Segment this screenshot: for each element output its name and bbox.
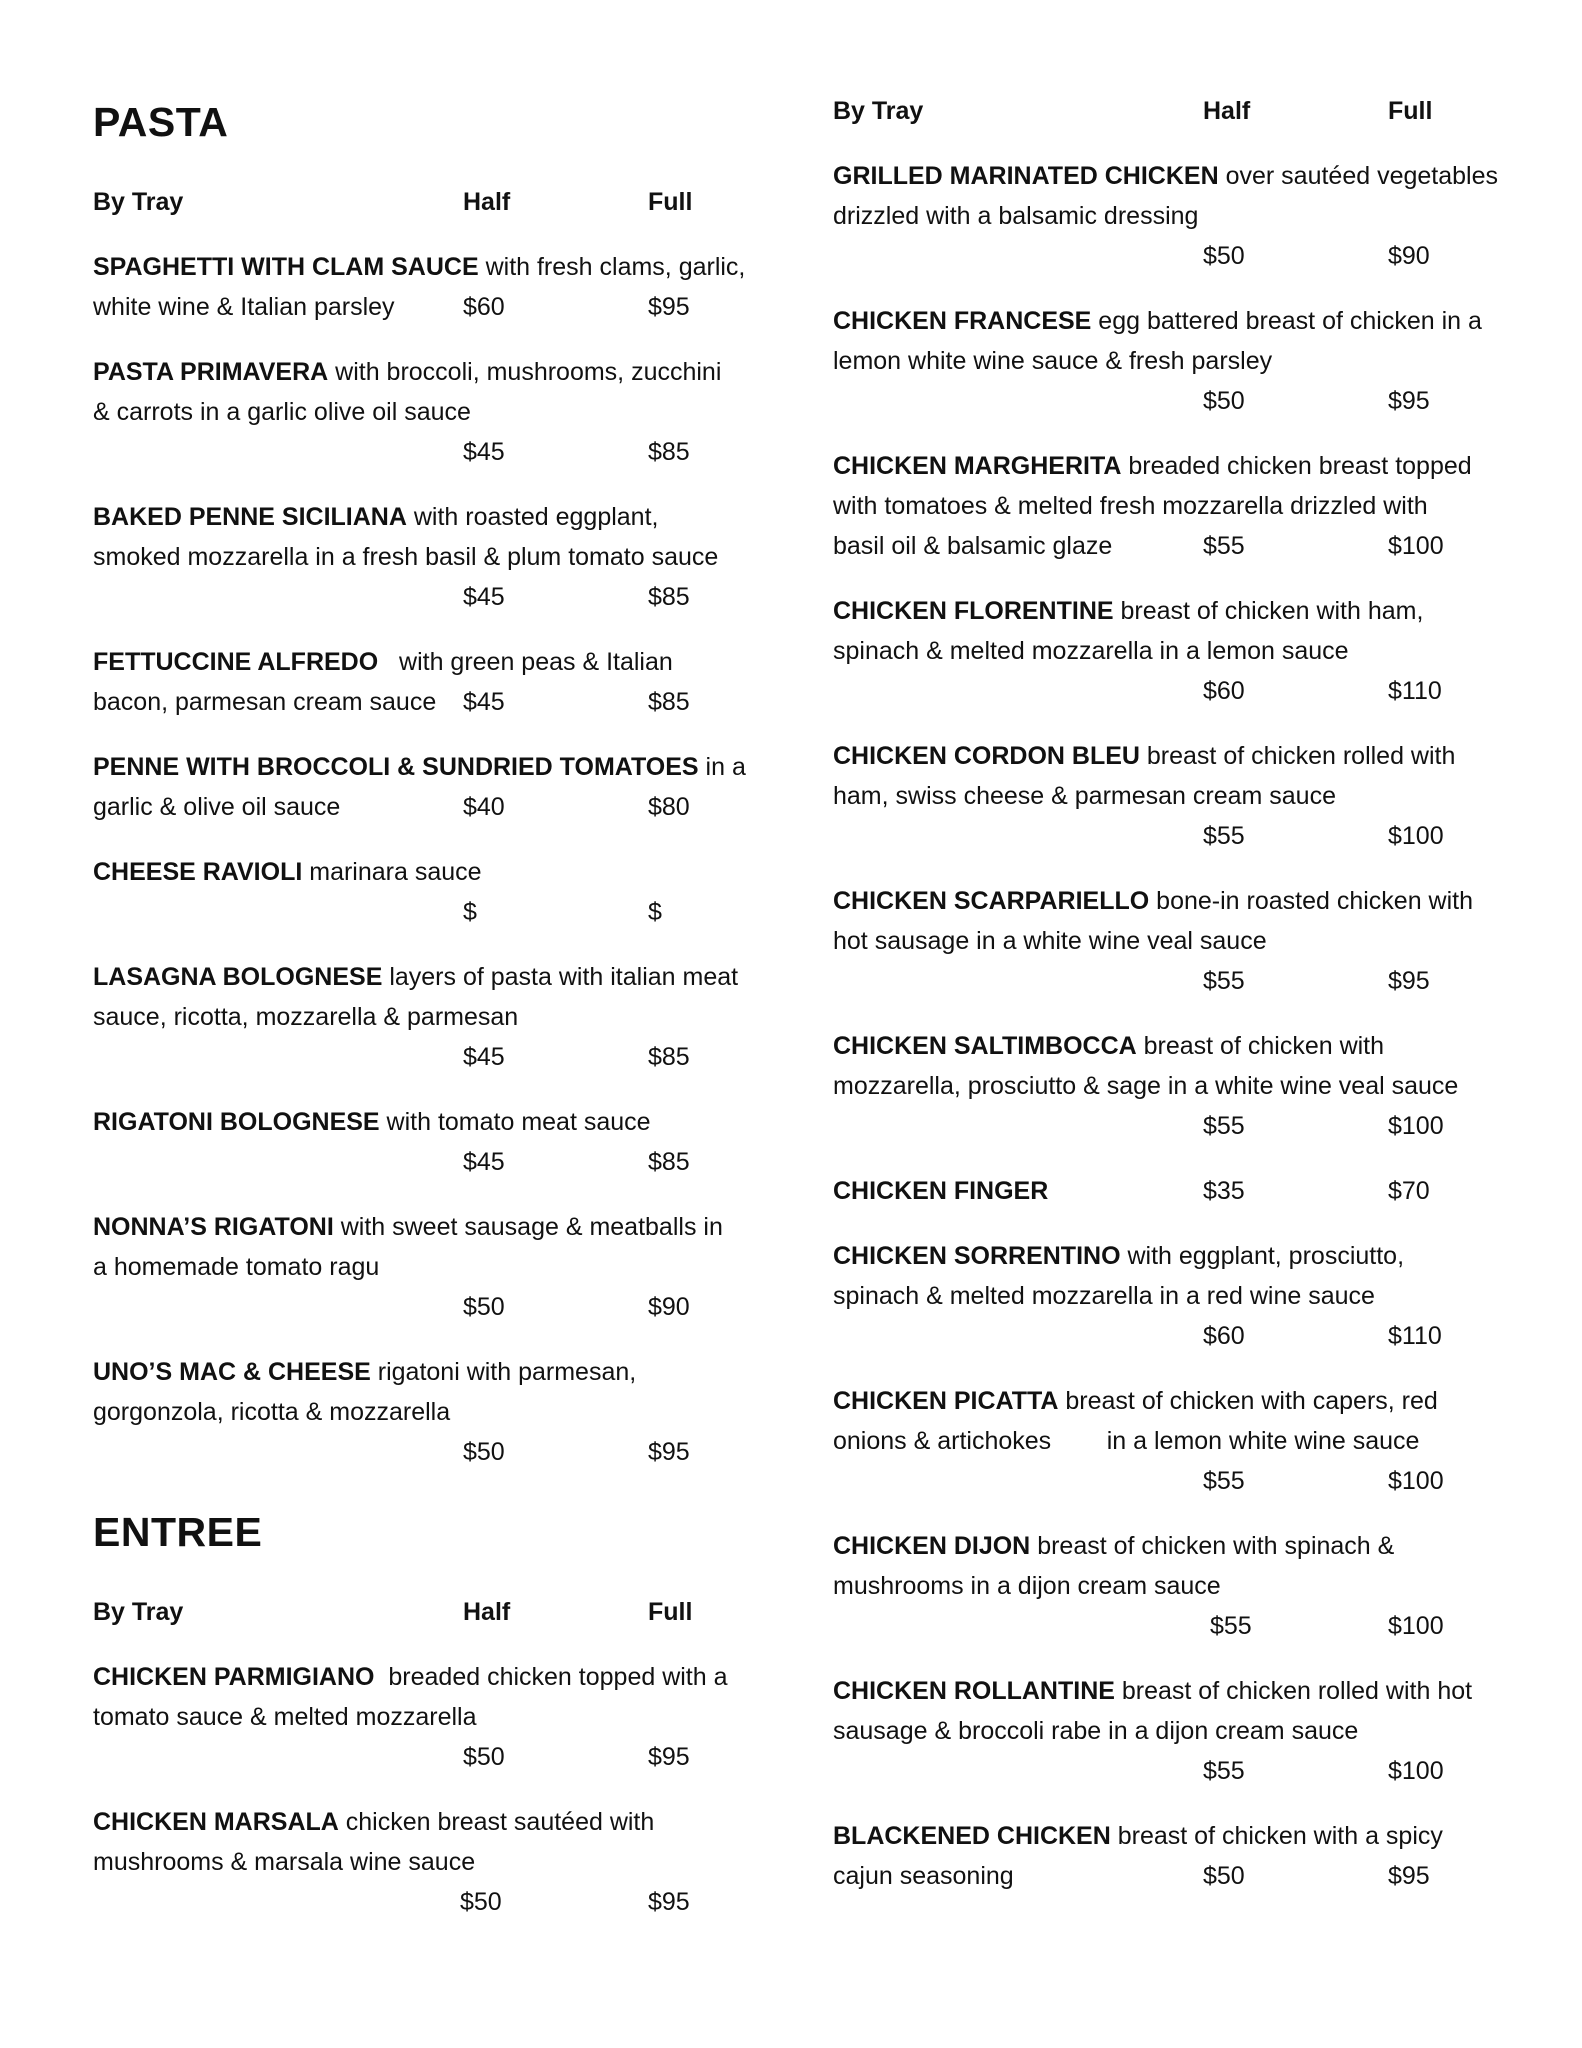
item-name: CHICKEN SCARPARIELLO bbox=[833, 887, 1150, 915]
menu-item-chicken-francese bbox=[833, 301, 1553, 421]
price-half: $55 bbox=[1203, 1757, 1245, 1785]
price-full: $90 bbox=[1388, 242, 1430, 270]
price-half: $50 bbox=[1203, 1862, 1245, 1890]
price-full: $100 bbox=[1388, 532, 1444, 560]
item-desc: drizzled with a balsamic dressing bbox=[833, 202, 1199, 230]
price-half: $50 bbox=[463, 1743, 505, 1771]
item-desc: white wine & Italian parsley bbox=[93, 293, 395, 321]
price-full: $85 bbox=[648, 583, 690, 611]
item-name: CHICKEN FRANCESE bbox=[833, 307, 1092, 335]
header-full: Full bbox=[648, 188, 693, 216]
price-half: $45 bbox=[463, 438, 505, 466]
item-desc: in a bbox=[698, 753, 746, 781]
item-desc: with tomato meat sauce bbox=[379, 1108, 651, 1136]
menu-item-baked-penne bbox=[93, 497, 793, 617]
price-full: $90 bbox=[648, 1293, 690, 1321]
menu-item-penne-broccoli bbox=[93, 747, 793, 827]
price-full: $110 bbox=[1388, 1322, 1442, 1350]
item-desc: breast of chicken with bbox=[1136, 1032, 1385, 1060]
item-desc: over sautéed vegetables bbox=[1218, 162, 1498, 190]
item-desc: egg battered breast of chicken in a bbox=[1091, 307, 1482, 335]
price-half: $ bbox=[463, 898, 477, 926]
item-desc: breast of chicken with spinach & bbox=[1030, 1532, 1395, 1560]
price-full: $110 bbox=[1388, 677, 1442, 705]
price-half: $35 bbox=[1203, 1177, 1245, 1205]
item-desc: rigatoni with parmesan, bbox=[370, 1358, 637, 1386]
price-half: $55 bbox=[1203, 967, 1245, 995]
pasta-header bbox=[93, 182, 793, 222]
menu-item-rigatoni-bolognese bbox=[93, 1102, 793, 1182]
item-name: CHICKEN DIJON bbox=[833, 1532, 1031, 1560]
item-desc: with green peas & Italian bbox=[378, 648, 673, 676]
menu-item-grilled-marinated-chicken bbox=[833, 156, 1553, 276]
item-name: CHICKEN PICATTA bbox=[833, 1387, 1059, 1415]
item-desc: mushrooms & marsala wine sauce bbox=[93, 1848, 476, 1876]
item-desc: gorgonzola, ricotta & mozzarella bbox=[93, 1398, 451, 1426]
item-desc: lemon white wine sauce & fresh parsley bbox=[833, 347, 1273, 375]
menu-item-chicken-parmigiano bbox=[93, 1657, 793, 1777]
item-desc: smoked mozzarella in a fresh basil & plum tomato sauce bbox=[93, 543, 719, 571]
header-half: Half bbox=[463, 188, 511, 216]
item-desc: with broccoli, mushrooms, zucchini bbox=[328, 358, 722, 386]
header-by-tray: By Tray bbox=[833, 97, 924, 125]
menu-item-lasagna-bolognese bbox=[93, 957, 793, 1077]
price-half: $45 bbox=[463, 1043, 505, 1071]
price-half: $45 bbox=[463, 583, 505, 611]
price-full: $85 bbox=[648, 1043, 690, 1071]
menu-item-chicken-picatta bbox=[833, 1381, 1553, 1501]
pasta-title: PASTA bbox=[93, 99, 229, 145]
item-desc: breast of chicken rolled with hot bbox=[1114, 1677, 1473, 1705]
price-half: $55 bbox=[1203, 1467, 1245, 1495]
price-half: $50 bbox=[460, 1888, 502, 1916]
item-desc: sausage & broccoli rabe in a dijon cream sauce bbox=[833, 1717, 1359, 1745]
entree-title: ENTREE bbox=[93, 1509, 263, 1555]
price-full: $85 bbox=[648, 438, 690, 466]
item-name: CHICKEN PARMIGIANO bbox=[93, 1663, 375, 1691]
price-full: $100 bbox=[1388, 1112, 1444, 1140]
item-name: CHICKEN MARSALA bbox=[93, 1808, 339, 1836]
price-half: $45 bbox=[463, 1148, 505, 1176]
item-desc: mozzarella, prosciutto & sage in a white wine veal sauce bbox=[833, 1072, 1459, 1100]
price-half: $55 bbox=[1210, 1612, 1252, 1640]
item-name: SPAGHETTI WITH CLAM SAUCE bbox=[93, 253, 479, 281]
menu-item-chicken-sorrentino bbox=[833, 1236, 1553, 1356]
item-desc: a homemade tomato ragu bbox=[93, 1253, 380, 1281]
item-desc: bacon, parmesan cream sauce bbox=[93, 688, 437, 716]
price-full: $95 bbox=[648, 293, 690, 321]
menu-item-chicken-margherita bbox=[833, 446, 1553, 566]
item-name: PASTA PRIMAVERA bbox=[93, 358, 329, 386]
price-full: $100 bbox=[1388, 822, 1444, 850]
menu-item-chicken-cordon-bleu bbox=[833, 736, 1553, 856]
item-desc: breast of chicken with ham, bbox=[1113, 597, 1424, 625]
price-half: $55 bbox=[1203, 822, 1245, 850]
item-desc: with sweet sausage & meatballs in bbox=[333, 1213, 723, 1241]
item-desc: tomato sauce & melted mozzarella bbox=[93, 1703, 477, 1731]
item-desc: breast of chicken with capers, red bbox=[1058, 1387, 1438, 1415]
item-name: CHICKEN CORDON BLEU bbox=[833, 742, 1140, 770]
price-half: $60 bbox=[1203, 1322, 1245, 1350]
item-name: CHICKEN MARGHERITA bbox=[833, 452, 1122, 480]
item-desc: with tomatoes & melted fresh mozzarella drizzled with bbox=[833, 492, 1428, 520]
price-half: $50 bbox=[1203, 387, 1245, 415]
item-desc: onions & artichokes in a lemon white wine sauce bbox=[833, 1427, 1420, 1455]
menu-item-fettuccine-alfredo bbox=[93, 642, 793, 722]
item-desc: with fresh clams, garlic, bbox=[478, 253, 746, 281]
price-full: $85 bbox=[648, 1148, 690, 1176]
item-desc: bone-in roasted chicken with bbox=[1149, 887, 1474, 915]
item-name: UNO’S MAC & CHEESE bbox=[93, 1358, 371, 1386]
item-name: CHICKEN FINGER bbox=[833, 1177, 1049, 1205]
item-desc: breast of chicken rolled with bbox=[1139, 742, 1456, 770]
price-full: $95 bbox=[1388, 1862, 1430, 1890]
item-name: NONNA’S RIGATONI bbox=[93, 1213, 334, 1241]
item-desc: mushrooms in a dijon cream sauce bbox=[833, 1572, 1221, 1600]
menu-item-chicken-finger bbox=[833, 1171, 1553, 1211]
item-name: BAKED PENNE SICILIANA bbox=[93, 503, 407, 531]
item-name: CHICKEN SORRENTINO bbox=[833, 1242, 1121, 1270]
item-name: CHICKEN SALTIMBOCCA bbox=[833, 1032, 1137, 1060]
price-half: $50 bbox=[463, 1438, 505, 1466]
price-full: $70 bbox=[1388, 1177, 1430, 1205]
price-full: $95 bbox=[1388, 387, 1430, 415]
menu-item-chicken-scarpariello bbox=[833, 881, 1553, 1001]
menu-item-chicken-rollantine bbox=[833, 1671, 1553, 1791]
item-desc: spinach & melted mozzarella in a lemon sauce bbox=[833, 637, 1349, 665]
header-by-tray: By Tray bbox=[93, 188, 184, 216]
item-desc: & carrots in a garlic olive oil sauce bbox=[93, 398, 471, 426]
item-desc: breaded chicken topped with a bbox=[374, 1663, 728, 1691]
price-half: $50 bbox=[463, 1293, 505, 1321]
price-half: $45 bbox=[463, 688, 505, 716]
menu-item-chicken-florentine bbox=[833, 591, 1553, 711]
item-desc: breast of chicken with a spicy bbox=[1110, 1822, 1443, 1850]
price-half: $55 bbox=[1203, 1112, 1245, 1140]
item-desc: with eggplant, prosciutto, bbox=[1120, 1242, 1405, 1270]
price-full: $80 bbox=[648, 793, 690, 821]
price-full: $95 bbox=[648, 1743, 690, 1771]
price-full: $100 bbox=[1388, 1757, 1444, 1785]
item-desc: breaded chicken breast topped bbox=[1121, 452, 1472, 480]
entree-header bbox=[93, 1592, 793, 1632]
price-half: $50 bbox=[1203, 242, 1245, 270]
item-name: GRILLED MARINATED CHICKEN bbox=[833, 162, 1219, 190]
item-desc: chicken breast sautéed with bbox=[338, 1808, 655, 1836]
menu-item-pasta-primavera bbox=[93, 352, 793, 472]
item-name: BLACKENED CHICKEN bbox=[833, 1822, 1111, 1850]
menu-item-spaghetti-clam bbox=[93, 247, 793, 327]
header-full: Full bbox=[648, 1598, 693, 1626]
menu-item-cheese-ravioli bbox=[93, 852, 793, 932]
menu-item-chicken-marsala bbox=[93, 1802, 793, 1922]
header-half: Half bbox=[463, 1598, 511, 1626]
menu-item-blackened-chicken bbox=[833, 1816, 1553, 1896]
price-full: $85 bbox=[648, 688, 690, 716]
price-full: $95 bbox=[648, 1438, 690, 1466]
header-by-tray: By Tray bbox=[93, 1598, 184, 1626]
entree-right-header bbox=[833, 91, 1533, 131]
menu-item-chicken-saltimbocca bbox=[833, 1026, 1553, 1146]
price-full: $100 bbox=[1388, 1612, 1444, 1640]
item-name: LASAGNA BOLOGNESE bbox=[93, 963, 383, 991]
header-full: Full bbox=[1388, 97, 1433, 125]
price-full: $ bbox=[648, 898, 662, 926]
item-desc: spinach & melted mozzarella in a red wine sauce bbox=[833, 1282, 1375, 1310]
price-half: $60 bbox=[1203, 677, 1245, 705]
item-name: RIGATONI BOLOGNESE bbox=[93, 1108, 380, 1136]
item-desc: ham, swiss cheese & parmesan cream sauce bbox=[833, 782, 1336, 810]
item-desc: with roasted eggplant, bbox=[406, 503, 659, 531]
header-half: Half bbox=[1203, 97, 1251, 125]
item-name: PENNE WITH BROCCOLI & SUNDRIED TOMATOES bbox=[93, 753, 699, 781]
menu-item-unos-mac-cheese bbox=[93, 1352, 793, 1472]
price-full: $95 bbox=[1388, 967, 1430, 995]
price-half: $40 bbox=[463, 793, 505, 821]
price-half: $55 bbox=[1203, 532, 1245, 560]
item-desc: layers of pasta with italian meat bbox=[382, 963, 739, 991]
item-desc: sauce, ricotta, mozzarella & parmesan bbox=[93, 1003, 519, 1031]
item-name: FETTUCCINE ALFREDO bbox=[93, 648, 379, 676]
item-desc: basil oil & balsamic glaze bbox=[833, 532, 1113, 560]
price-full: $100 bbox=[1388, 1467, 1444, 1495]
menu-item-chicken-dijon bbox=[833, 1526, 1553, 1646]
item-name: CHICKEN ROLLANTINE bbox=[833, 1677, 1115, 1705]
item-name: CHEESE RAVIOLI bbox=[93, 858, 303, 886]
price-full: $95 bbox=[648, 1888, 690, 1916]
item-desc: hot sausage in a white wine veal sauce bbox=[833, 927, 1267, 955]
item-desc: marinara sauce bbox=[302, 858, 482, 886]
menu-item-nonnas-rigatoni bbox=[93, 1207, 793, 1327]
price-half: $60 bbox=[463, 293, 505, 321]
item-desc: garlic & olive oil sauce bbox=[93, 793, 341, 821]
item-name: CHICKEN FLORENTINE bbox=[833, 597, 1114, 625]
item-desc: cajun seasoning bbox=[833, 1862, 1014, 1890]
